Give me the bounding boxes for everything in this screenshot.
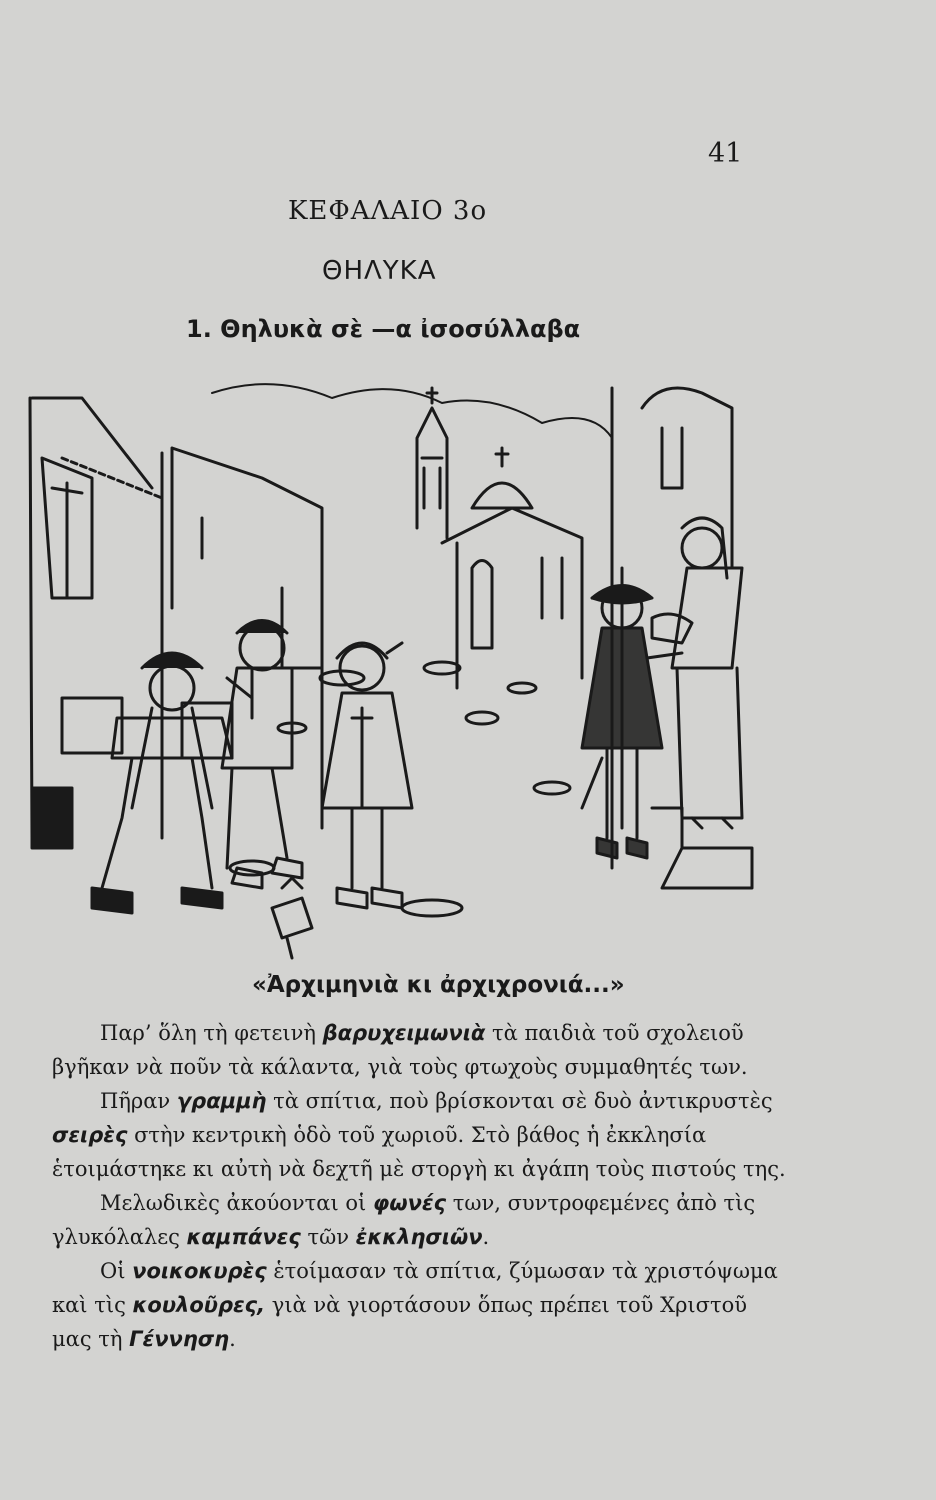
text-line: καὶ τὶς κουλοῦρες, γιὰ νὰ γιορτάσουν ὅπως πρέπει τοῦ Χριστοῦ: [52, 1293, 748, 1317]
text-line: Οἱ νοικοκυρὲς ἑτοίμασαν τὰ σπίτια, ζύμωσαν τὰ χριστόψωμα: [100, 1259, 778, 1283]
emphasis-word: Γέννηση: [129, 1327, 230, 1351]
emphasis-word: γραμμὴ: [176, 1089, 267, 1113]
village-carol-singers-illustration: [22, 368, 754, 960]
text-line: Παρ’ ὅλη τὴ φετεινὴ βαρυχειμωνιὰ τὰ παιδιὰ τοῦ σχολειοῦ: [100, 1021, 744, 1045]
page-number: 41: [708, 138, 743, 169]
chapter-title: ΚΕΦΑΛΑΙΟ 3ο: [288, 196, 488, 226]
emphasis-word: βαρυχειμωνιὰ: [322, 1021, 486, 1045]
emphasis-word: φωνές: [372, 1191, 447, 1215]
emphasis-word: νοικοκυρὲς: [132, 1259, 267, 1283]
body-text: [52, 1016, 787, 1356]
text-line: σειρὲς στὴν κεντρικὴ ὁδὸ τοῦ χωριοῦ. Στὸ βάθος ἡ ἐκκλησία: [52, 1123, 707, 1147]
emphasis-word: καμπάνες: [186, 1225, 301, 1249]
text-line: μας τὴ Γέννηση.: [52, 1327, 236, 1351]
chapter-subtitle: ΘΗΛΥΚΑ: [322, 256, 437, 286]
text-line: γλυκόλαλες καμπάνες τῶν ἐκκλησιῶν.: [52, 1225, 490, 1249]
text-line: Πῆραν γραμμὴ τὰ σπίτια, ποὺ βρίσκονται σὲ δυὸ ἀντικρυστὲς: [100, 1089, 773, 1113]
emphasis-word: κουλοῦρες,: [132, 1293, 266, 1317]
text-line: Μελωδικὲς ἀκούονται οἱ φωνές των, συντροφεμένες ἀπὸ τὶς: [100, 1191, 756, 1215]
illustration-caption: «Ἀρχιμηνιὰ κι ἀρχιχρονιά...»: [252, 972, 625, 998]
emphasis-word: σειρὲς: [52, 1123, 128, 1147]
text-line: ἑτοιμάστηκε κι αὐτὴ νὰ δεχτῆ μὲ στοργὴ κι ἀγάπη τοὺς πιστούς της.: [52, 1157, 786, 1181]
emphasis-word: ἐκκλησιῶν: [355, 1225, 483, 1249]
section-title: 1. Θηλυκὰ σὲ —α ἰσοσύλλαβα: [186, 315, 581, 343]
text-line: βγῆκαν νὰ ποῦν τὰ κάλαντα, γιὰ τοὺς φτωχοὺς συμμαθητές των.: [52, 1055, 748, 1079]
